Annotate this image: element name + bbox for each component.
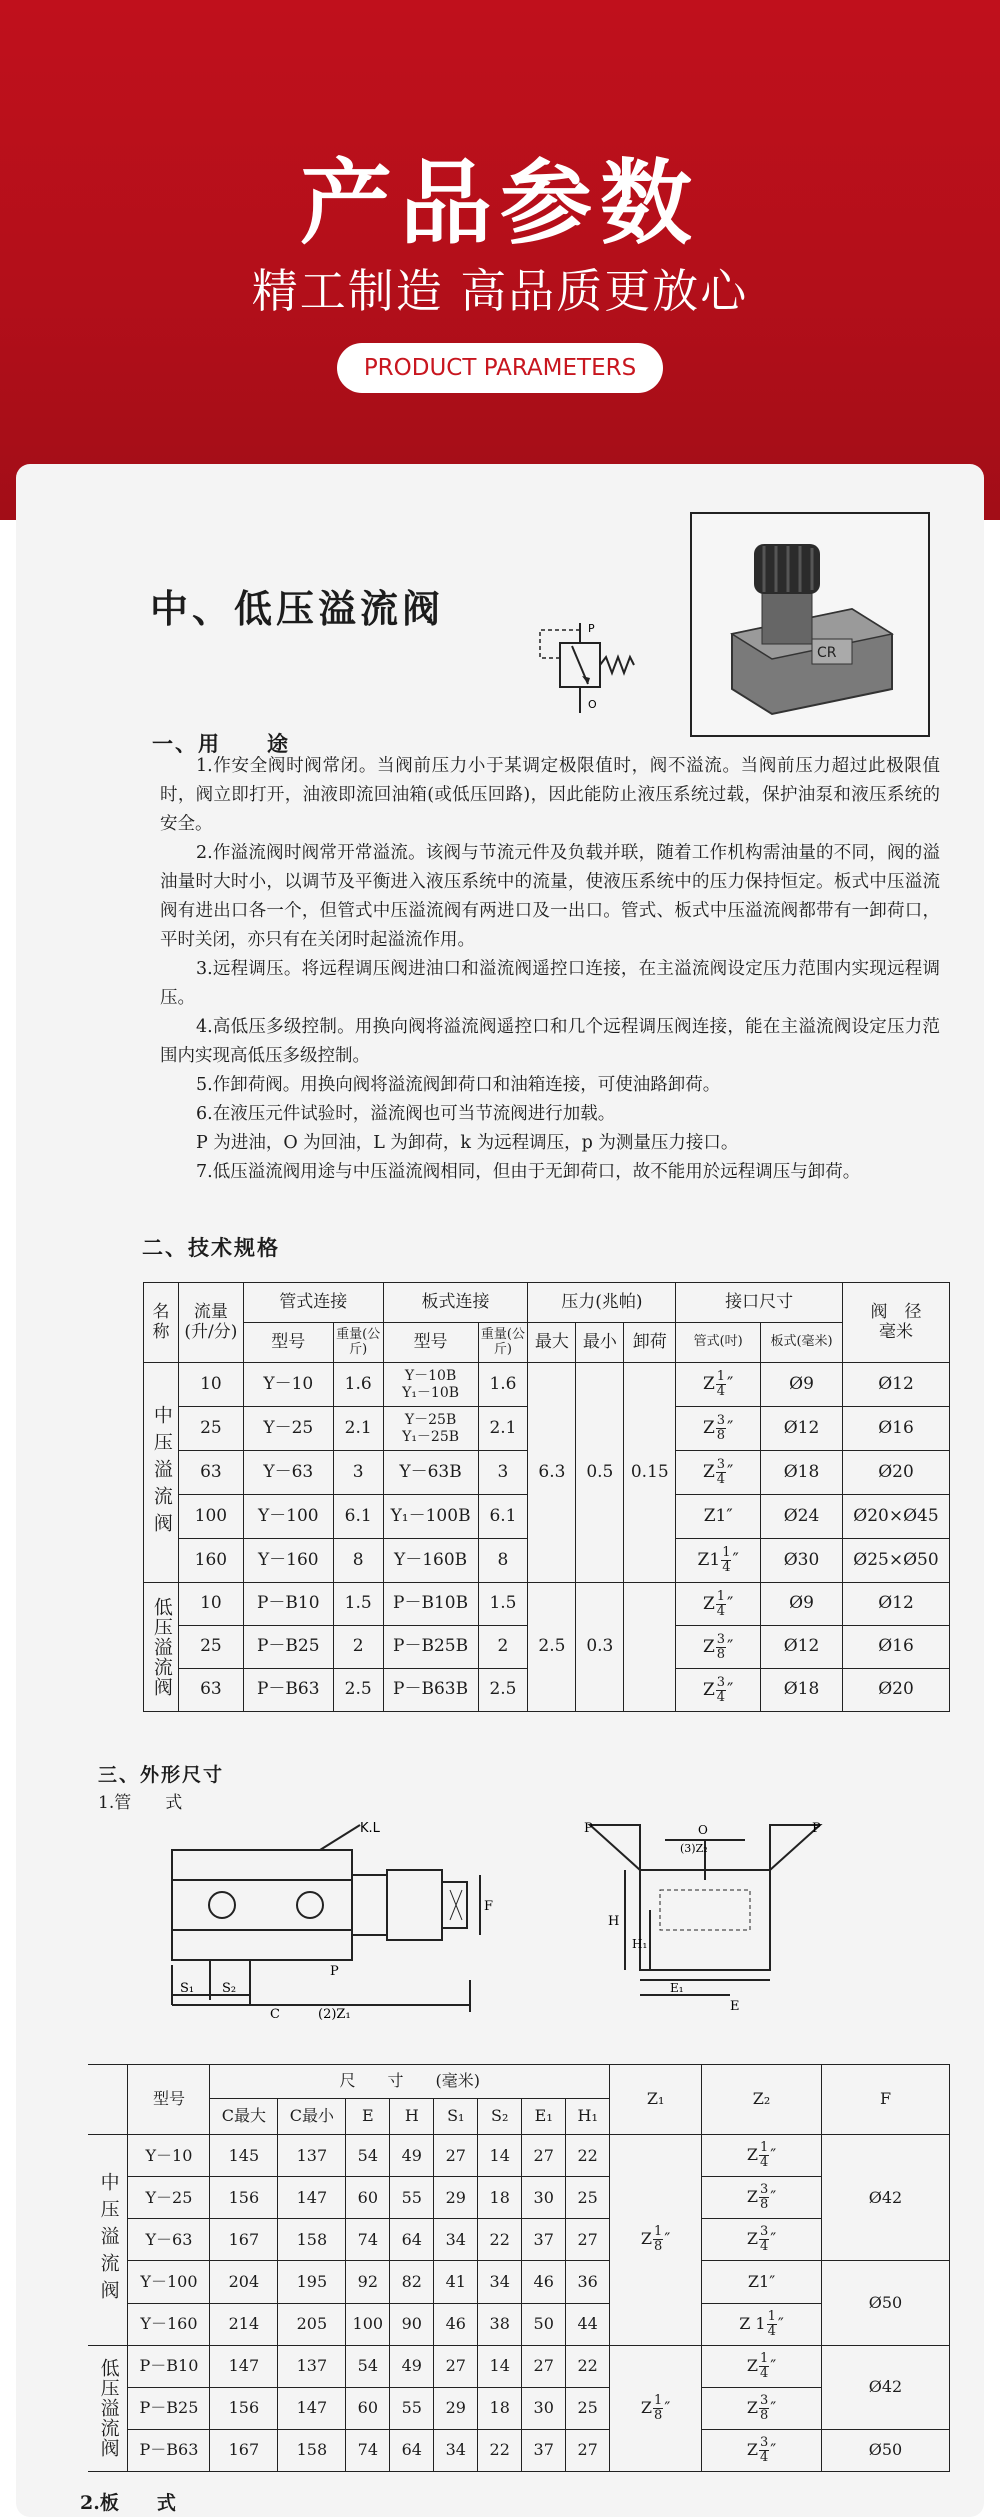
spec-mid-max: 6.3 [528, 1363, 576, 1583]
svg-text:P: P [812, 1821, 821, 1836]
spec-row: 63 Y－63 3 Y－63B 3 Z $\frac{3}{4}$ ″ Ø18 Ø20 [144, 1451, 950, 1495]
spec-group-low: 低压溢流阀 [144, 1583, 179, 1712]
spec-h-pipe-model: 型号 [243, 1323, 333, 1363]
svg-text:K.L: K.L [360, 1821, 380, 1836]
spec-row: 中压溢流阀 10 Y－10 1.6 Y－10B Y₁－10B 1.6 6.3 0.5 0.15 Z $\frac{1}{4}$ ″ Ø9 Ø12 [144, 1363, 950, 1407]
svg-text:H: H [608, 1914, 620, 1929]
purpose-para-6: 6.在液压元件试验时，溢流阀也可当节流阀进行加载。 [196, 1104, 616, 1124]
spec-h-flow: 流量 (升/分) [178, 1283, 243, 1363]
spec-row: 25 P－B25 2 P－B25B 2 Z $\frac{3}{8}$ ″ Ø12 Ø16 [144, 1626, 950, 1669]
svg-text:P: P [584, 1821, 593, 1836]
spec-h-port: 接口尺寸 [676, 1283, 843, 1323]
plate-type-heading: 2.板 式 [80, 2492, 176, 2514]
purpose-para-3: 3.远程调压。将远程调压阀进油口和溢流阀遥控口连接，在主溢流阀设定压力范围内实现远程调压。 [160, 959, 940, 1008]
spec-h-pipe-weight: 重量(公斤) [333, 1323, 383, 1363]
dim-h-z1: Z₁ [610, 2065, 702, 2135]
dim-h-size: 尺 寸 (毫米) [210, 2065, 610, 2099]
dim-row: Y－25 156 147 60 55 29 18 30 25 Z $\frac{3}{8}$ ″ [88, 2177, 950, 2219]
dim-row: Y－63 167 158 74 64 34 22 37 27 Z $\frac{3}{4}$ ″ [88, 2219, 950, 2261]
spec-row: 100 Y－100 6.1 Y₁－100B 6.1 Z1″ Ø24 Ø20×Ø45 [144, 1495, 950, 1539]
purpose-para-5: 5.作卸荷阀。用换向阀将溢流阀卸荷口和油箱连接，可使油路卸荷。 [196, 1075, 721, 1095]
dimension-table: 型号 尺 寸 (毫米) Z₁ Z₂ F C最大 C最小 E H S₁ S₂ E₁ H₁ 中压溢流阀 Y－10 145 137 54 49 27 14 27 22 Z $\frac{1}{8}$ ″ Z $\frac{1}{4}$ ″ Ø42 Y－25 156 147 60 55 29 18 30 25 Z $\frac{3}{8}$ ″ Y－63 167 158 74 64 34 22 37 27 Z $\frac{3}{4}$ ″ Y－100 204 195 92 82 41 34 46 36 Z1″ Ø50 Y－160 214 205 100 90 46 38 50 44 Z 1 $\frac{1}{4}$ ″ 低压溢流阀 P－B10 147 137 54 49 27 14 27 22 Z $\frac{1}{8}$ ″ Z $\frac{1}{4}$ ″ Ø42 P－B25 156 147 60 55 29 18 30 25 Z $\frac{3}{8}$ ″ P－B63 167 158 74 64 34 22 37 27 Z $\frac{3}{4}$ ″ Ø50 [88, 2064, 950, 2472]
spec-low-max: 2.5 [528, 1583, 576, 1712]
spec-row: 160 Y－160 8 Y－160B 8 Z1 $\frac{1}{4}$ ″ Ø30 Ø25×Ø50 [144, 1539, 950, 1583]
purpose-para-ports: P 为进油，O 为回油，L 为卸荷，k 为远程调压，p 为测量压力接口。 [196, 1133, 739, 1153]
page-title: 产品参数 [299, 150, 700, 257]
spec-h-port-pipe: 管式(吋) [676, 1323, 761, 1363]
svg-text:O: O [698, 1823, 708, 1837]
spec-h-plate: 板式连接 [383, 1283, 528, 1323]
page-subtitle: 精工制造 高品质更放心 [251, 264, 749, 318]
spec-mid-unload: 0.15 [624, 1363, 676, 1583]
dim-low-z1: Z $\frac{1}{8}$ ″ [610, 2345, 702, 2471]
svg-text:H₁: H₁ [632, 1937, 648, 1951]
spec-h-plate-model: 型号 [383, 1323, 478, 1363]
svg-text:(3)Z₂: (3)Z₂ [680, 1842, 708, 1855]
pipe-valve-side-drawing [150, 1820, 520, 2020]
spec-h-min: 最小 [576, 1323, 624, 1363]
parameters-badge: PRODUCT PARAMETERS [337, 343, 663, 393]
dim-group-low: 低压溢流阀 [88, 2345, 128, 2471]
doc-title: 中、低压溢流阀 [150, 586, 445, 631]
spec-h-unload: 卸荷 [624, 1323, 676, 1363]
spec-h-name: 名称 [144, 1283, 179, 1363]
dim-mid-z1: Z $\frac{1}{8}$ ″ [610, 2135, 702, 2345]
spec-mid-min: 0.5 [576, 1363, 624, 1583]
spec-h-pipe: 管式连接 [243, 1283, 383, 1323]
spec-h-press: 压力(兆帕) [528, 1283, 676, 1323]
spec-row: 25 Y－25 2.1 Y－25B Y₁－25B 2.1 Z $\frac{3}{8}$ ″ Ø12 Ø16 [144, 1407, 950, 1451]
svg-text:C: C [270, 2007, 280, 2020]
photo-marking: CR [817, 645, 837, 661]
spec-row: 63 P－B63 2.5 P－B63B 2.5 Z $\frac{3}{4}$ ″ Ø18 Ø20 [144, 1669, 950, 1712]
relief-valve-symbol-icon [530, 618, 640, 718]
pipe-type-heading: 1.管 式 [98, 1793, 183, 1813]
section-dimension-heading: 三、外形尺寸 [98, 1764, 225, 1786]
purpose-paragraphs [160, 752, 940, 1187]
spec-h-plate-weight: 重量(公斤) [478, 1323, 528, 1363]
pipe-valve-end-drawing [570, 1820, 830, 2020]
spec-h-port-plate: 板式(毫米) [761, 1323, 843, 1363]
dim-row: 低压溢流阀 P－B10 147 137 54 49 27 14 27 22 Z $\frac{1}{8}$ ″ Z $\frac{1}{4}$ ″ Ø42 [88, 2345, 950, 2387]
dim-row: 中压溢流阀 Y－10 145 137 54 49 27 14 27 22 Z $\frac{1}{8}$ ″ Z $\frac{1}{4}$ ″ Ø42 [88, 2135, 950, 2177]
symbol-port-o: O [588, 698, 597, 711]
svg-text:P: P [330, 1964, 339, 1979]
svg-text:E₁: E₁ [670, 1981, 684, 1995]
purpose-para-7: 7.低压溢流阀用途与中压溢流阀相同，但由于无卸荷口，故不能用於远程调压与卸荷。 [196, 1162, 861, 1182]
section-purpose-heading: 一、用 途 [152, 731, 290, 756]
svg-text:S₂: S₂ [222, 1981, 237, 1996]
spec-row: 低压溢流阀 10 P－B10 1.5 P－B10B 1.5 2.5 0.3 Z $\frac{1}{4}$ ″ Ø9 Ø12 [144, 1583, 950, 1626]
spec-table [143, 1282, 950, 1712]
dim-h-model: 型号 [128, 2065, 210, 2135]
spec-h-diam: 阀 径 毫米 [842, 1283, 949, 1363]
section-spec-heading: 二、技术规格 [142, 1235, 280, 1260]
dim-row: P－B25 156 147 60 55 29 18 30 25 Z $\frac{3}{8}$ ″ [88, 2387, 950, 2429]
dim-row: Y－100 204 195 92 82 41 34 46 36 Z1″ Ø50 [88, 2261, 950, 2303]
symbol-port-p: P [588, 622, 595, 635]
dim-h-z2: Z₂ [702, 2065, 822, 2135]
dim-row: Y－160 214 205 100 90 46 38 50 44 Z 1 $\frac{1}{4}$ ″ [88, 2303, 950, 2345]
svg-text:S₁: S₁ [180, 1981, 195, 1996]
spec-h-max: 最大 [528, 1323, 576, 1363]
valve-photo [690, 512, 930, 737]
purpose-para-2: 2.作溢流阀时阀常开常溢流。该阀与节流元件及负载并联，随着工作机构需油量的不同，阀的溢油量时大时小，以调节及平衡进入液压系统中的流量，使液压系统中的压力保持恒定。板式中压溢流阀有进出口各一个，但管式中压溢流阀有两进口及一出口。管式、板式中压溢流阀都带有一卸荷口，平时关闭，亦只有在关闭时起溢流作用。 [160, 843, 940, 950]
purpose-para-1: 1.作安全阀时阀常闭。当阀前压力小于某调定极限值时，阀不溢流。当阀前压力超过此极限值时，阀立即打开，油液即流回油箱(或低压回路)，因此能防止液压系统过载，保护油泵和液压系统的安全。 [160, 756, 940, 834]
spec-group-mid: 中压溢流阀 [144, 1363, 179, 1583]
svg-text:(2)Z₁: (2)Z₁ [318, 2007, 351, 2020]
dim-h-f: F [821, 2065, 949, 2135]
svg-text:E: E [730, 1999, 740, 2014]
svg-text:F: F [484, 1899, 494, 1914]
dim-row: P－B63 167 158 74 64 34 22 37 27 Z $\frac{3}{4}$ ″ Ø50 [88, 2429, 950, 2471]
spec-low-min: 0.3 [576, 1583, 624, 1712]
dim-group-mid: 中压溢流阀 [88, 2135, 128, 2345]
purpose-para-4: 4.高低压多级控制。用换向阀将溢流阀遥控口和几个远程调压阀连接，能在主溢流阀设定压力范围内实现高低压多级控制。 [160, 1017, 940, 1066]
